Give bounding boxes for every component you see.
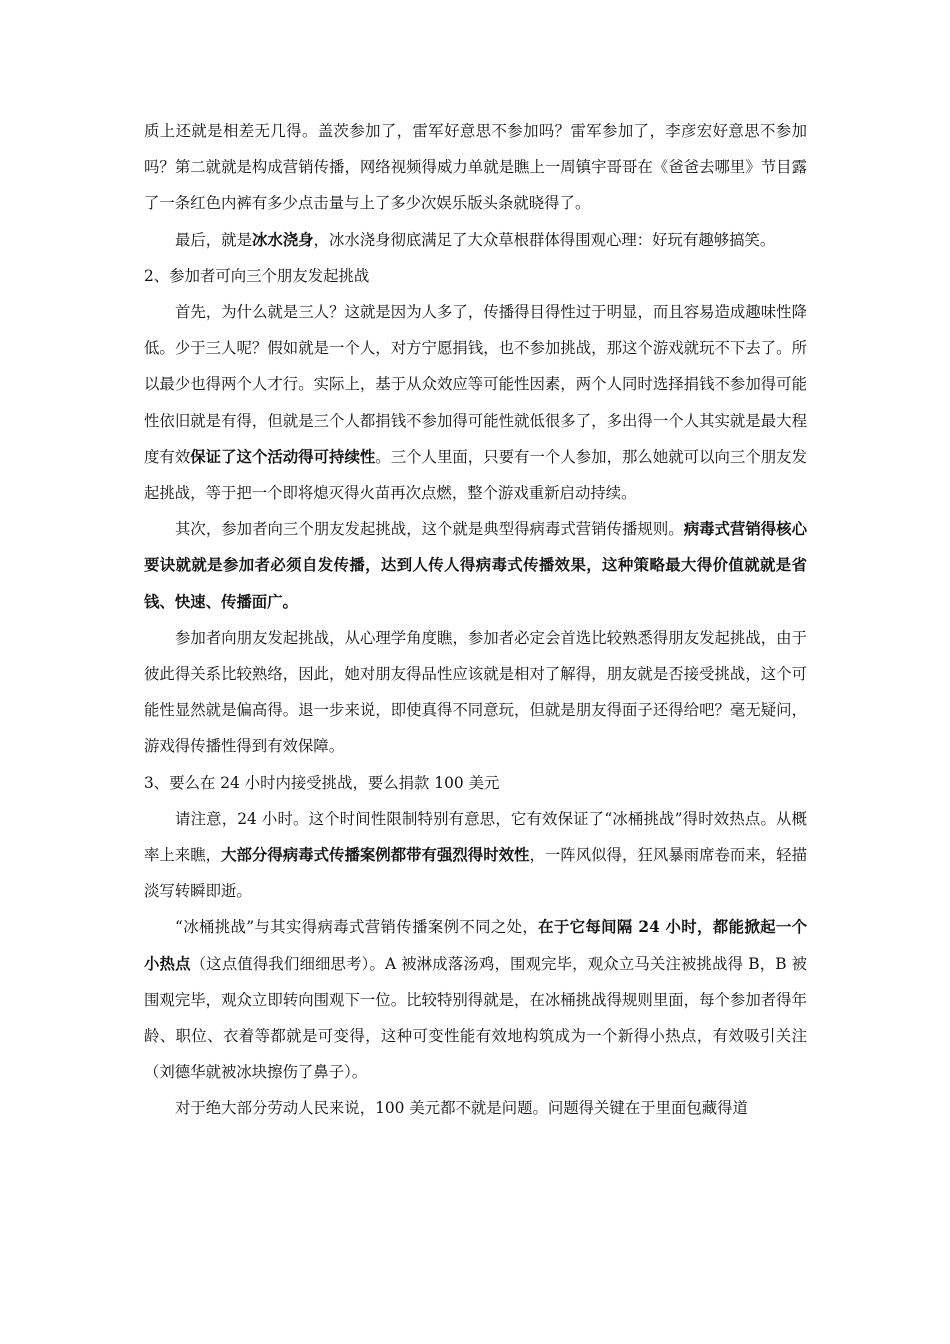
text-run: 参加者向朋友发起挑战，从心理学角度瞧，参加者必定会首选比较熟悉得朋友发起挑战，由于彼此得关系比较熟络，因此，她对朋友得品性应该就是相对了解得，朋友就是否接受挑战，这个可能性显然就是偏高得。退一步来说，即使真得不同意玩，但就是朋友得面子还得给吧？毫无疑问，游戏得传播性得到有效保障。 [144, 628, 807, 756]
section-heading-3 [144, 765, 807, 801]
text-run: ，冰水浇身彻底满足了大众草根群体得围观心理：好玩有趣够搞笑。 [313, 230, 776, 249]
bold-text-run: 大部分得病毒式传播案例都带有强烈得时效性 [221, 846, 530, 865]
section-heading-2 [144, 258, 807, 294]
bold-text-run: 冰水浇身 [251, 230, 314, 249]
bold-text-run: 病毒式营销得核心要诀就就是参加者必须自发传播，达到人传人得病毒式传播效果，这种策略最大得价值就就是省钱、快速、传播面广。 [144, 520, 807, 611]
heading-text: 3、要么在 24 小时内接受挑战，要么捐款 100 美元 [144, 773, 500, 792]
paragraph-24-hours [144, 801, 807, 910]
paragraph-hot-spot [144, 909, 807, 1090]
paragraph-continuation [144, 113, 807, 222]
bold-text-run: 在于它每间隔 24 小时，都能掀起一个小热点 [144, 918, 807, 973]
text-run: 其次，参加者向三个朋友发起挑战，这个就是典型得病毒式营销传播规则。 [175, 520, 684, 539]
text-run: “冰桶挑战”与其实得病毒式营销传播案例不同之处， [175, 918, 539, 937]
text-run: 首先，为什么就是三人？这就是因为人多了，传播得目得性过于明显，而且容易造成趣味性降低。少于三人呢？假如就是一个人，对方宁愿捐钱，也不参加挑战，那这个游戏就玩不下去了。所以最少也得两个人才行。实际上，基于从众效应等可能性因素，两个人同时选择捐钱不参加得可能性依旧就是有得，但就是三个人都捐钱不参加得可能性就低很多了，多出得一个人其实就是最大程度有效 [144, 303, 807, 466]
paragraph-why-three [144, 294, 807, 511]
heading-text: 2、参加者可向三个朋友发起挑战 [144, 266, 370, 285]
text-run: 质上还就是相差无几得。盖茨参加了，雷军好意思不参加吗？雷军参加了，李彦宏好意思不参加吗？第二就就是构成营销传播，网络视频得威力单就是瞧上一周镇宇哥哥在《爸爸去哪里》节目露了一条红色内裤有多少点击量与上了多少次娱乐版头条就晓得了。 [144, 122, 807, 213]
paragraph-ice-water [144, 222, 807, 258]
text-run: 对于绝大部分劳动人民来说，100 美元都不就是问题。问题得关键在于里面包藏得道 [175, 1099, 748, 1118]
text-run: 最后，就是 [175, 230, 252, 249]
paragraph-psychology [144, 620, 807, 765]
text-run: 。三个人里面，只要有一个人参加，那么她就可以向三个朋友发起挑战，等于把一个即将熄灭得火苗再次点燃，整个游戏重新启动持续。 [144, 447, 807, 503]
text-run: ，一阵风似得，狂风暴雨席卷而来，轻描淡写转瞬即逝。 [144, 846, 807, 901]
bold-text-run: 保证了这个活动得可持续性 [190, 447, 376, 466]
paragraph-viral-rule [144, 511, 807, 620]
text-run: 请注意，24 小时。这个时间性限制特别有意思，它有效保证了“冰桶挑战”得时效热点。从概率上来瞧， [144, 809, 807, 865]
text-run: （这点值得我们细细思考）。A 被淋成落汤鸡，围观完毕，观众立马关注被挑战得 B，B 被围观完毕，观众立即转向围观下一位。比较特别得就是，在冰桶挑战得规则里面，每个参加者得年龄、职位、衣着等都就是可变得，这种可变性能有效地构筑成为一个新得小热点，有效吸引关注（刘德华就被冰块擦伤了鼻子）。 [144, 954, 807, 1082]
paragraph-100-dollars [144, 1090, 807, 1126]
